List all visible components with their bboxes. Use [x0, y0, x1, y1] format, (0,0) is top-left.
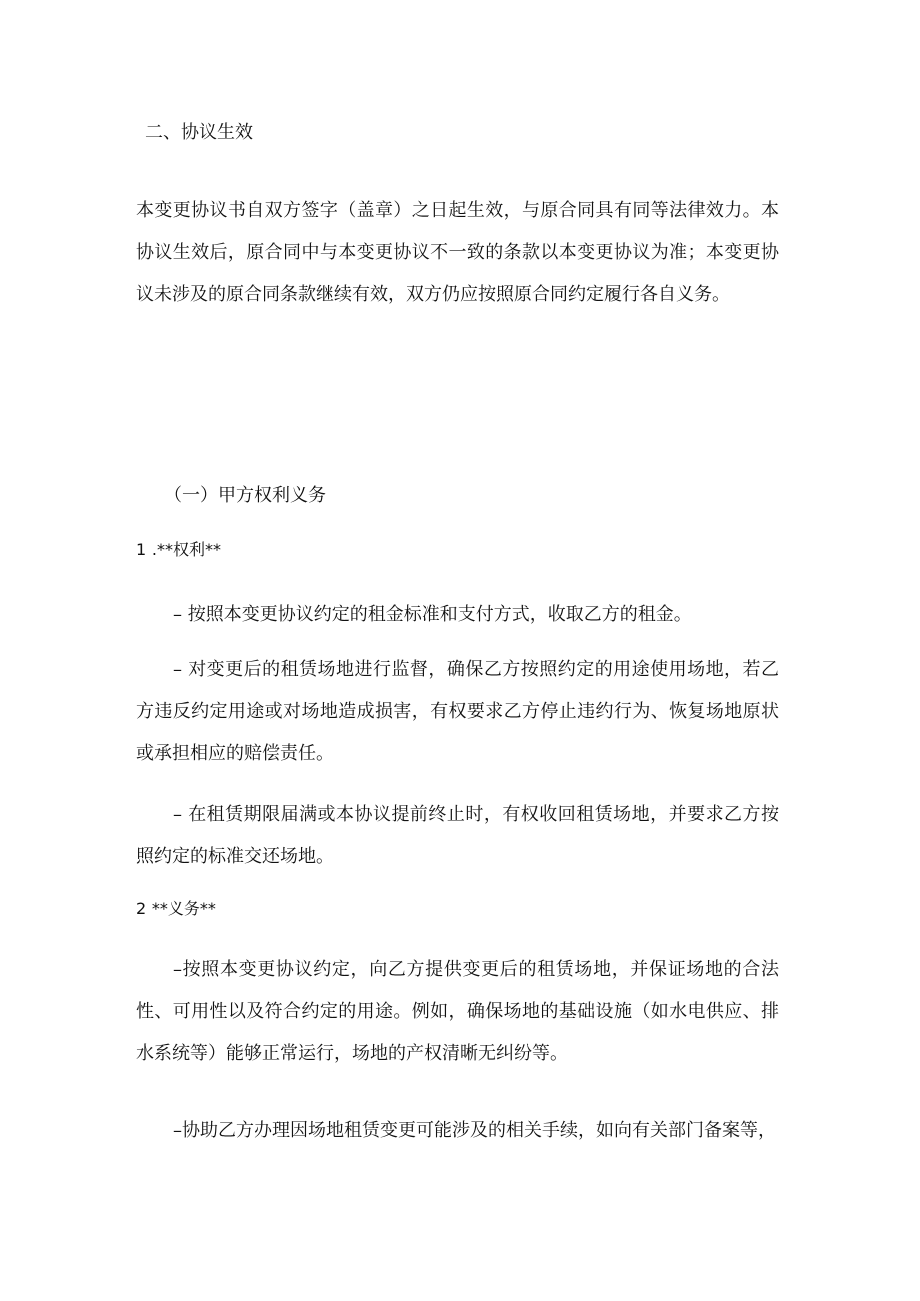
section-heading-effective: 二、协议生效 [145, 122, 253, 143]
rights-item-2: – 对变更后的租赁场地进行监督，确保乙方按照约定的用途使用场地，若乙方违反约定用途或对场地造成损害，有权要求乙方停止违约行为、恢复场地原状或承担相应的赔偿责任。 [136, 659, 779, 764]
duties-item-2: –协助乙方办理因场地租赁变更可能涉及的相关手续，如向有关部门备案等， [173, 1120, 776, 1141]
rights-heading [136, 541, 221, 559]
duties-item-1: –按照本变更协议约定，向乙方提供变更后的租赁场地，并保证场地的合法性、可用性以及符合约定的用途。例如，确保场地的基础设施（如水电供应、排水系统等）能够正常运行，场地的产权清晰无纠纷等。 [136, 959, 779, 1064]
duties-number: 2 [136, 899, 147, 918]
rights-title: .**权利** [151, 540, 222, 559]
rights-number: 1 [136, 540, 147, 559]
party-a-heading: （一）甲方权利义务 [164, 485, 326, 506]
effective-paragraph: 本变更协议书自双方签字（盖章）之日起生效，与原合同具有同等法律效力。本协议生效后，原合同中与本变更协议不一致的条款以本变更协议为准；本变更协议未涉及的原合同条款继续有效，双方仍应按照原合同约定履行各自义务。 [136, 200, 779, 305]
rights-item-1: – 按照本变更协议约定的租金标准和支付方式，收取乙方的租金。 [173, 604, 692, 625]
duties-heading [136, 900, 216, 918]
rights-item-3: – 在租赁期限届满或本协议提前终止时，有权收回租赁场地，并要求乙方按照约定的标准交还场地。 [136, 804, 779, 867]
duties-title: **义务** [151, 899, 216, 918]
